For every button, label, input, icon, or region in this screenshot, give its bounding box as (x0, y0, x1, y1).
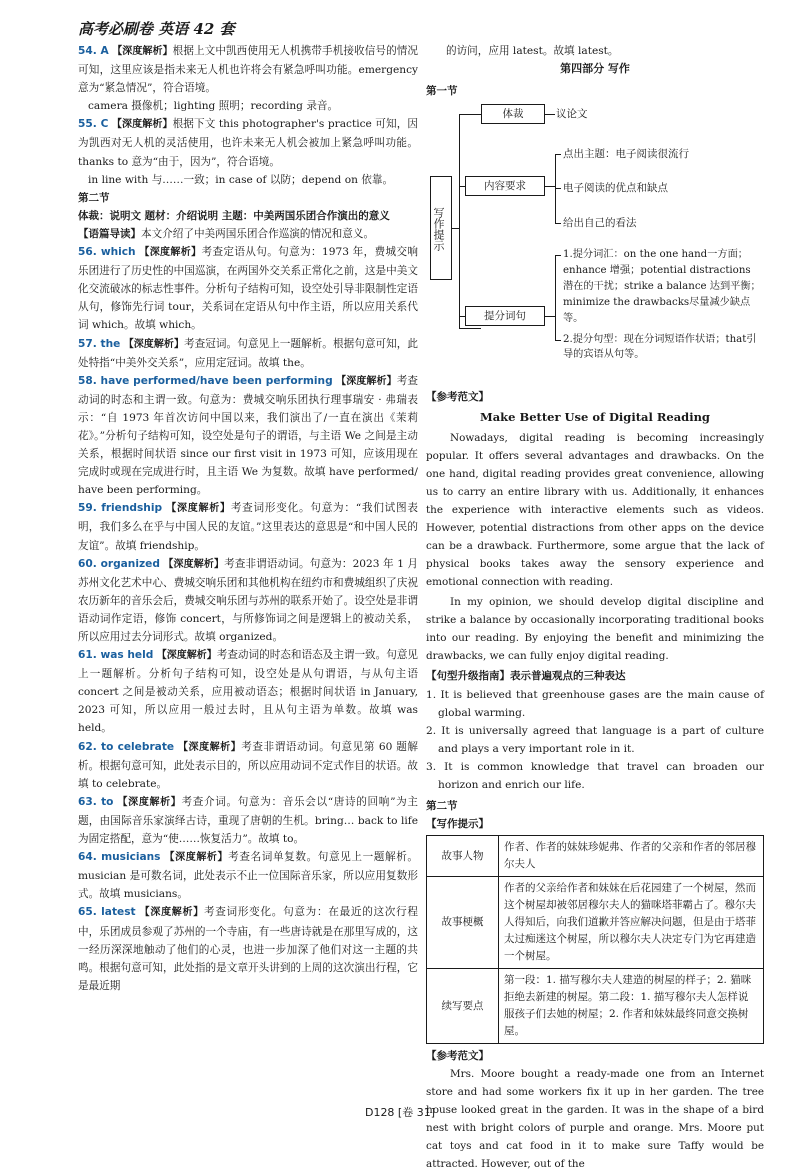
connector (459, 114, 481, 115)
connector (555, 340, 561, 341)
words-bracket (555, 255, 556, 341)
table-row (427, 969, 764, 1044)
sample-tag: 【参考范文】 (426, 391, 489, 404)
node-content-label: 内容要求 (484, 180, 526, 193)
section-heading: 第一节 (426, 85, 458, 98)
upgrade-item: 3. It is common knowledge that travel can broaden our horizon and enrich our life. (426, 760, 764, 792)
answer-55-extra: in line with 与……一致；in case of 以防；depend on 依靠。 (88, 173, 394, 186)
answers-list (78, 243, 418, 995)
connector (545, 114, 555, 115)
upgrade-title: 表示普遍观点的三种表达 (510, 670, 626, 683)
analysis-tag: 【深度解析】 (164, 852, 229, 864)
answer-item (78, 372, 418, 500)
connector (555, 188, 561, 189)
answer-item (78, 555, 418, 646)
answer-number: 60. organized (78, 557, 160, 570)
right-column (426, 42, 764, 1173)
answer-item (78, 499, 418, 554)
part-heading: 第四部分 写作 (560, 62, 630, 76)
table-head: 故事梗概 (427, 877, 499, 969)
essay-paragraph: In my opinion, we should develop digital discipline and strike a balance by occasionally incorporating traditional books into our reading. By enjoying the benefit and minimizing the drawbacks, we can fully enjoy digital reading. (426, 596, 764, 663)
answer-number: 61. was held (78, 649, 154, 662)
node-content (465, 176, 545, 196)
guide-text: 本文介绍了中美两国乐团合作巡演的情况和意义。 (141, 227, 375, 240)
writing-hint-tag: 【写作提示】 (426, 818, 489, 831)
mindmap-root (430, 176, 452, 280)
table-row (427, 836, 764, 877)
content-item-3: 给出自己的看法 (563, 217, 637, 230)
discourse-guide (78, 225, 418, 243)
genre-line: 体裁：说明文 题材：介绍说明 主题：中美两国乐团合作演出的意义 (78, 209, 390, 222)
table-cell: 第一段：1. 描写穆尔夫人建造的树屋的样子；2. 猫咪拒绝去新建的树屋。第二段：1. 描写穆尔夫人怎样说服孩子们去她的树屋；2. 作者和妹妹最终同意交换树屋。 (499, 969, 764, 1044)
story-table (426, 835, 764, 1044)
upgrade-item: 2. It is universally agreed that language is a part of culture and plays a very important role in it. (426, 724, 764, 755)
genre-value: 议论文 (556, 108, 588, 121)
connector (545, 316, 555, 317)
words-sentence: 2.提分句型：现在分词短语作状语；that引导的宾语从句等。 (563, 334, 757, 361)
content-item-2: 电子阅读的优点和缺点 (563, 182, 668, 195)
connector (459, 328, 481, 329)
answer-item (78, 243, 418, 334)
answer-item (78, 903, 418, 994)
section-heading: 第二节 (426, 800, 458, 813)
table-head: 故事人物 (427, 836, 499, 877)
essay-paragraph: Mrs. Moore bought a ready-made one from an Internet store and had some workers fix it up in her garden. The tree house looked great in the garden. It was in the shape of a bird nest with bright colors of purple and orange. Mrs. Moore put cat toys and cat food in it to make sure Taffy would be attracted. However, out of the (426, 1068, 764, 1171)
answer-number: 56. which (78, 246, 136, 259)
answer-text: 考查词形变化。句意为：在最近的这次行程中，乐团成员参观了苏州的一个寺庙，有一些唐诗就是在那里写成的，这一经历深深地触动了他们的心灵，也进一步加深了他们对这一主题的共鸣。根据句意可知，此处指的是文章开头讲到的上周的这次演出行程，它是最近期 (78, 906, 419, 992)
connector (555, 255, 561, 256)
connector (459, 316, 465, 317)
answer-item (78, 646, 418, 737)
answer-item (78, 738, 418, 793)
analysis-tag: 【深度解析】 (111, 119, 173, 131)
answer-text: 根据下文 this photographer's practice 可知，因为凯西对无人机的灵活使用，也许未来无人机会被加上紧急呼叫功能。thanks to 意为“由于，因为”，符合语境。 (78, 118, 419, 168)
table-cell: 作者的父亲给作者和妹妹在后花园建了一个树屋，然而这个树屋却被邻居穆尔夫人的猫咪塔菲霸占了。穆尔夫人得知后，向我们道歉并答应解决问题，但是由于塔菲太过痴迷这个树屋，所以穆尔夫人决定专门为它再建造一个树屋。 (499, 877, 764, 969)
answer-number: 54. A (78, 45, 109, 57)
root-label: 写作提示 (432, 207, 445, 252)
spine-line (459, 114, 460, 328)
answer-text: 考查介词。句意为：音乐会以“唐诗的回响”为主题，由国际音乐家演绎古诗，重现了唐朝的生机。bring… back to life 为固定搭配，意为“使……恢复活力”。故填 to。 (78, 795, 418, 846)
sample-essay-1 (426, 388, 764, 665)
writing-mindmap (426, 102, 764, 361)
answer-54-extra: camera 摄像机；lighting 照明；recording 录音。 (88, 100, 339, 113)
answer-number: 59. friendship (78, 502, 163, 515)
answer-text: 考查定语从句。句意为：1973 年，费城交响乐团进行了历史性的中国巡演，在两国外交关系正常化之前，这是中美文化交流破冰的标志性事件。分析句子结构可知，设空处引导非限制性定语从句，修饰先行词 tour，关系词在定语从句中作主语，所以应用关系代词 which。故填 which。 (78, 246, 419, 332)
answer-number: 65. latest (78, 906, 136, 919)
node-words-label: 提分词句 (484, 310, 526, 323)
answer-text: 考查动词的时态和主谓一致。句意为：费城交响乐团执行理事瑞安 · 弗瑞表示：“自 1973 年首次访问中国以来，我们演出了/一直在演出《茉莉花》。”分析句子结构可知，设空处是句子的谓语，与主语 We 之间是主动关系，根据时间状语 since our first visit in 1973 可知，应该用现在完成时或现在完成进行时，且主语 We 为复数。故填 have performed/ have been performing。 (78, 374, 419, 497)
connector (545, 186, 555, 187)
analysis-tag: 【深度解析】 (163, 558, 225, 570)
answer-item (78, 335, 418, 372)
analysis-tag: 【深度解析】 (178, 741, 242, 753)
answer-item (78, 793, 418, 848)
answer-text: 考查非谓语动词。句意见第 60 题解析。根据句意可知，此处表示目的，所以应用动词不定式作目的状语。故填 to celebrate。 (78, 740, 419, 790)
answer-number: 57. the (78, 337, 121, 350)
answer-number: 62. to celebrate (78, 740, 175, 753)
root-connector (452, 228, 460, 229)
answer-number: 63. to (78, 795, 114, 808)
words-vocab: 1.提分词汇：on the one hand一方面；enhance 增强；potential distractions 潜在的干扰；strike a balance 达到平衡；minimize the drawbacks尽量减少缺点等。 (563, 249, 761, 325)
essay-paragraph: Nowadays, digital reading is becoming increasingly popular. It offers several advantages and drawbacks. On the one hand, digital reading provides great convenience, allowing us to carry an entire library with us. Additionally, it enhances the experience with interactive elements such as videos. However, potential distractions from other apps on the device can be a drawback. Furthermore, some argue that the lack of physical books takes away the sensory experience and emotional connection with reading. (426, 432, 764, 589)
sentence-upgrade (426, 667, 764, 794)
table-head: 续写要点 (427, 969, 499, 1044)
answer-text: 考查非谓语动词。句意为：2023 年 1 月苏州文化艺术中心、费城交响乐团和其他机构在纽约市和费城组织了庆祝农历新年的音乐会后，费城交响乐团与苏州的联系开始了。设空处是非谓语动词作定语，修饰 concert，与所修饰词之间是逻辑上的被动关系，所以应用过去分词形式。故填 organized。 (78, 557, 419, 643)
section-heading: 第二节 (78, 191, 110, 204)
analysis-tag: 【深度解析】 (166, 503, 231, 515)
latest-continued: 的访问，应用 latest。故填 latest。 (446, 45, 619, 57)
guide-tag: 【语篇导读】 (78, 227, 141, 240)
node-genre (481, 104, 545, 124)
analysis-tag: 【深度解析】 (117, 796, 182, 808)
page-footer: D128 [卷 31] (364, 1106, 436, 1119)
answer-number: 64. musicians (78, 851, 161, 864)
answer-text: 考查词形变化。句意为：“我们试图表明，我们多么在乎与中国人民的友谊。”这里表达的意思是“和中国人民的友谊”。故填 friendship。 (78, 502, 418, 552)
essay-title: Make Better Use of Digital Reading (480, 410, 710, 425)
analysis-tag: 【深度解析】 (336, 375, 397, 387)
analysis-tag: 【深度解析】 (112, 46, 173, 57)
answer-number: 55. C (78, 118, 109, 131)
analysis-tag: 【深度解析】 (139, 907, 204, 919)
answer-text: 根据上文中凯西使用无人机携带手机接收信号的情况可知，这里应该是指未来无人机也许将会有紧急呼叫功能。emergency 意为“紧急情况”，符合语境。 (78, 45, 419, 95)
table-cell: 作者、作者的妹妹珍妮弗、作者的父亲和作者的邻居穆尔夫人 (499, 836, 764, 877)
page-header: 高考必刷卷 英语 42 套 (78, 20, 235, 38)
node-words (465, 306, 545, 326)
upgrade-tag: 【句型升级指南】 (426, 670, 510, 683)
connector (555, 223, 561, 224)
answer-54 (78, 42, 418, 97)
content-item-1: 点出主题：电子阅读很流行 (563, 148, 689, 161)
answer-text: 考查冠词。句意见上一题解析。根据句意可知，此处特指“中美外交关系”，应用定冠词。故填 the。 (78, 337, 419, 369)
left-column (78, 42, 418, 995)
answer-text: 考查名词单复数。句意见上一题解析。musician 是可数名词，此处表示不止一位国际音乐家，所以应用复数形式。故填 musicians。 (78, 851, 419, 901)
analysis-tag: 【深度解析】 (139, 247, 202, 259)
answer-number: 58. have performed/have been performing (78, 374, 333, 387)
upgrade-item: 1. It is believed that greenhouse gases are the main cause of global warming. (426, 688, 764, 719)
answer-item (78, 848, 418, 903)
analysis-tag: 【深度解析】 (123, 338, 184, 350)
node-genre-label: 体裁 (502, 108, 524, 121)
analysis-tag: 【深度解析】 (156, 650, 217, 662)
answer-55 (78, 115, 418, 170)
sample-tag: 【参考范文】 (426, 1050, 489, 1063)
answer-text: 考查动词的时态和语态及主谓一致。句意见上一题解析。分析句子结构可知，设空处是从句谓语，与从句主语 concert 之间是被动关系，应用被动语态；根据时间状语 in January, 2023 可知，所以应用一般过去时，且从句主语为单数。故填 was held。 (78, 649, 419, 735)
table-row (427, 877, 764, 969)
connector (555, 154, 561, 155)
